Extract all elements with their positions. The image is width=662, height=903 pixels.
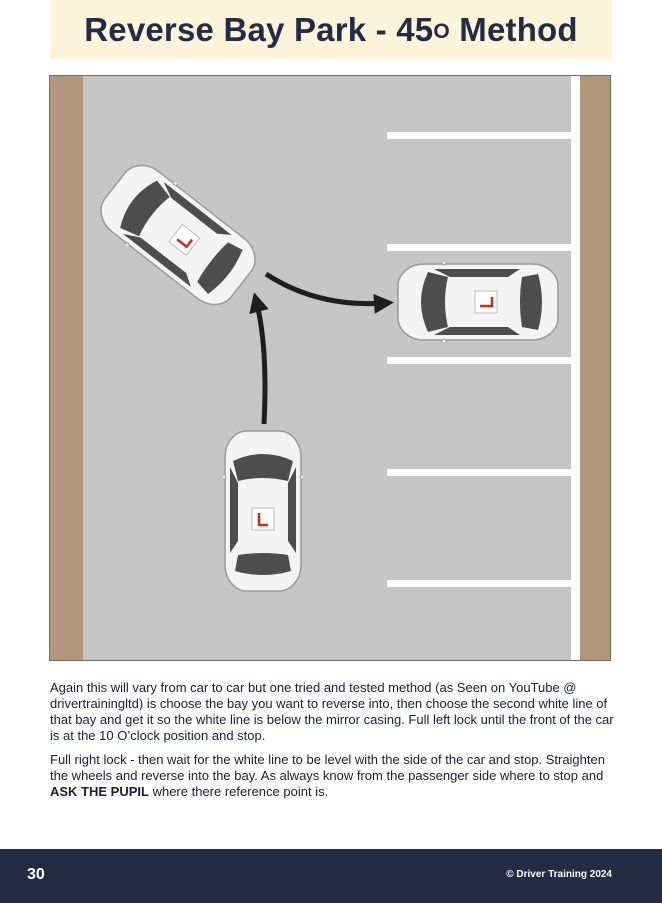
page-number: 30 [27, 866, 45, 883]
bay-line [387, 132, 571, 139]
road-surface [50, 76, 610, 660]
instructions-text [50, 680, 615, 808]
page-footer [0, 849, 662, 903]
degree-mark: O [433, 19, 450, 43]
car-start [216, 431, 310, 591]
bay-line [387, 244, 571, 251]
bay-line [387, 357, 571, 364]
bay-line [387, 469, 571, 476]
left-kerb [50, 76, 83, 660]
copyright-notice: © Driver Training 2024 [506, 869, 612, 880]
bay-line [387, 580, 571, 587]
car-parked [398, 255, 558, 349]
instructions-paragraph-2: Full right lock - then wait for the white line to be level with the side of the car and stop. Straighten the wheels and reverse into the bay. As always know from the passenger side where to stop and ASK THE PUPIL where there reference point is. [50, 752, 605, 799]
page-title: Reverse Bay Park - $45^O$ Method [84, 10, 578, 48]
reverse-bay-park-diagram [49, 75, 611, 661]
right-kerb [580, 76, 610, 660]
ask-the-pupil-emphasis: ASK THE PUPIL [50, 784, 149, 799]
title-banner [50, 0, 612, 59]
bay-edge-line [571, 76, 580, 660]
instructions-paragraph-1: Again this will vary from car to car but one tried and tested method (as Seen on YouTube @ drivertrainingltd) is choose the bay you want to reverse into, then choose the second white line of that bay and get it so the white line is below the mirror casing. Full left lock until the front of the car is at the 10 O’clock position and stop. [50, 680, 614, 743]
